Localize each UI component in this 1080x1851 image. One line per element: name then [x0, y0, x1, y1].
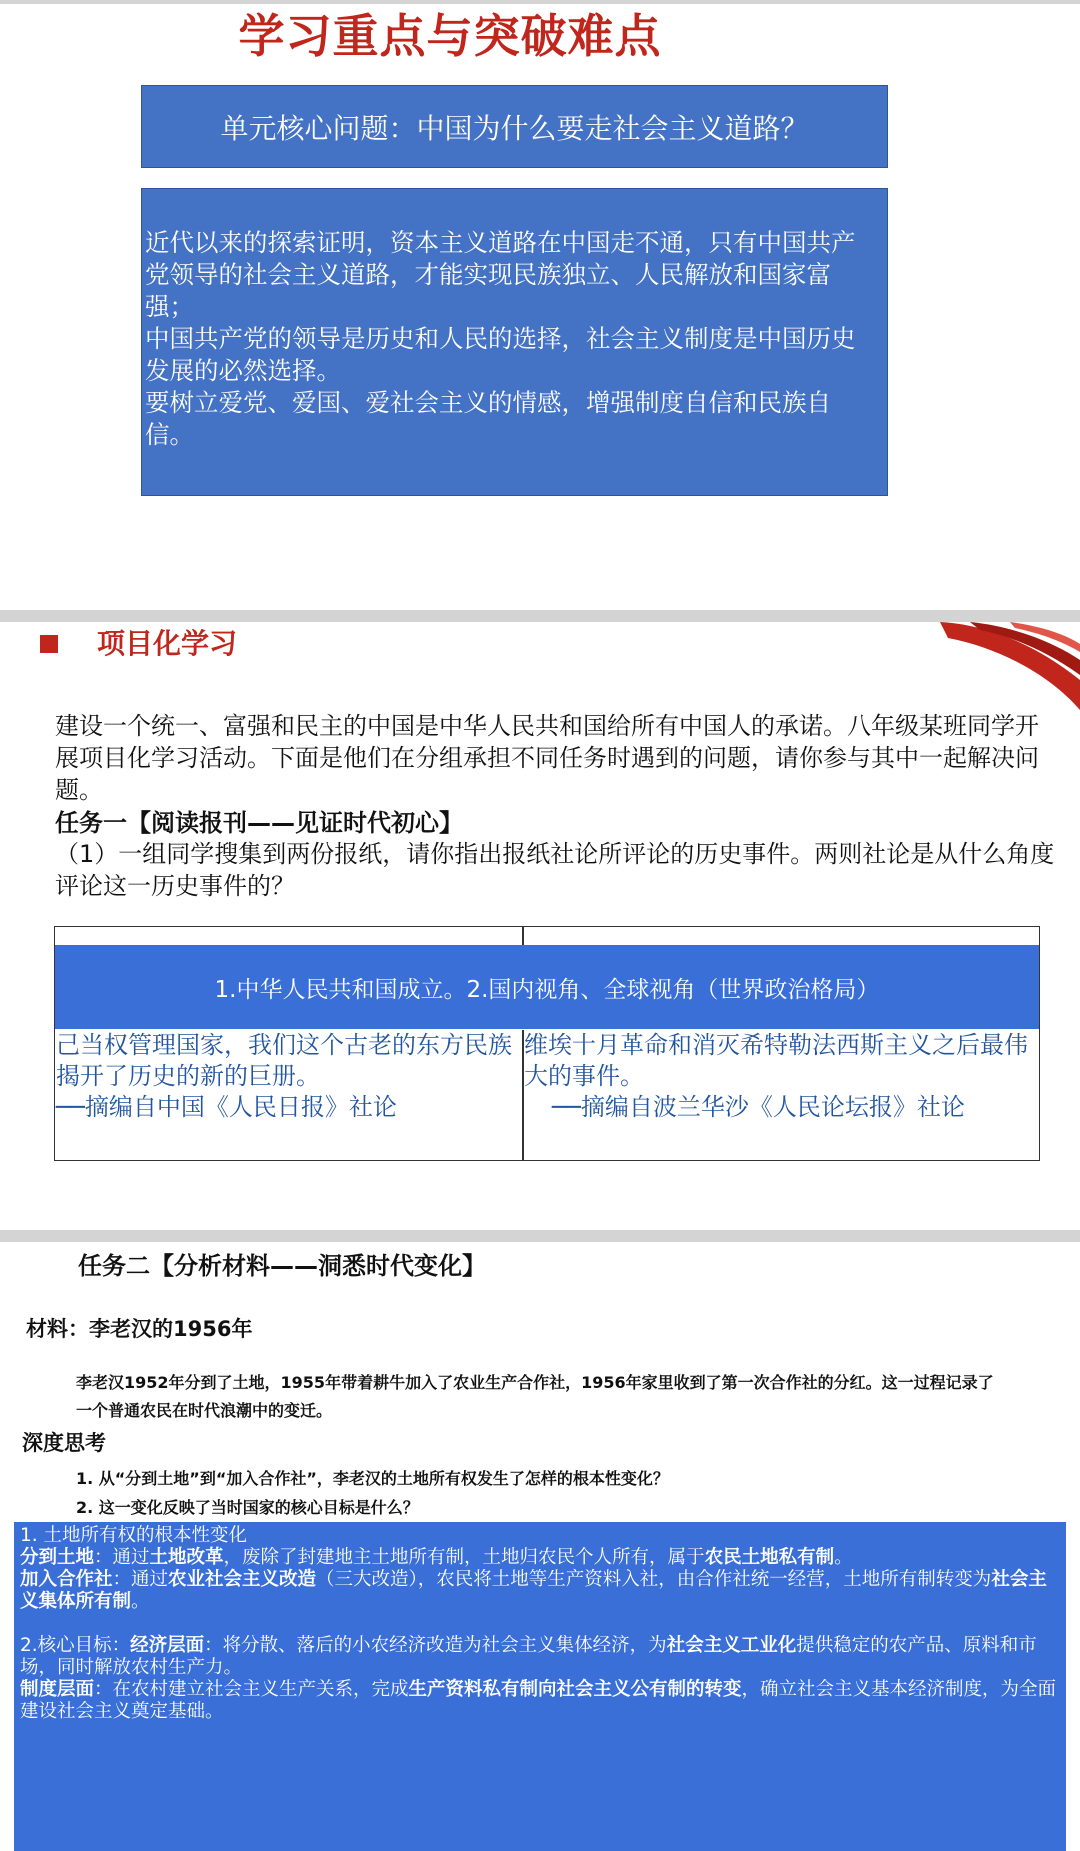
task2-answer-box: [14, 1522, 1066, 1851]
key-point: 要树立爱党、爱国、爱社会主义的情感，增强制度自信和民族自信。: [145, 388, 831, 449]
thinking-question-2: 2. 这一变化反映了当时国家的核心目标是什么？: [76, 1498, 419, 1517]
table-divider: [522, 926, 524, 946]
quote-text: 己当权管理国家，我们这个古老的东方民族揭开了历史的新的巨册。: [56, 1031, 512, 1090]
material-story: 李老汉1952年分到了土地，1955年带着耕牛加入了农业生产合作社，1956年家里收到了第一次合作社的分红。这一过程记录了一个普通农民在时代浪潮中的变迁。: [76, 1373, 994, 1420]
answer-heading: 1. 土地所有权的根本性变化: [20, 1525, 248, 1546]
task1-answer-box: 1.中华人民共和国成立。2.国内视角、全球视角（世界政治格局）: [55, 945, 1039, 1029]
answer-line: 分到土地：通过土地改革，废除了封建地主土地所有制，土地归农民个人所有，属于农民土地私有制。: [20, 1547, 853, 1568]
spacer: [20, 1613, 1060, 1635]
slide-separator: [0, 1230, 1080, 1242]
task1-question: （1）一组同学搜集到两份报纸，请你指出报纸社论所评论的历史事件。两则社论是从什么角度评论这一历史事件的？: [55, 840, 1055, 900]
core-question-box: 单元核心问题：中国为什么要走社会主义道路？: [141, 85, 888, 168]
key-point: 中国共产党的领导是历史和人民的选择，社会主义制度是中国历史发展的必然选择。: [145, 324, 856, 385]
red-ribbon-decoration: [940, 620, 1080, 710]
quote-text: 维埃十月革命和消灭希特勒法西斯主义之后最伟大的事件。: [524, 1031, 1028, 1090]
task2-title: 任务二【分析材料——洞悉时代变化】: [78, 1252, 486, 1280]
deep-thinking-title: 深度思考: [22, 1431, 106, 1455]
key-point: 近代以来的探索证明，资本主义道路在中国走不通，只有中国共产党领导的社会主义道路，才能实现民族独立、人民解放和国家富强；: [145, 228, 856, 321]
section-heading: 项目化学习: [97, 627, 238, 660]
quote-source: ──摘编自中国《人民日报》社论: [56, 1093, 397, 1121]
editorial-quote-left: [56, 1030, 518, 1123]
editorial-quote-right: [524, 1030, 1034, 1123]
answer-line: 2.核心目标：经济层面：将分散、落后的小农经济改造为社会主义集体经济，为社会主义工业化提供稳定的农产品、原料和市场，同时解放农村生产力。: [20, 1635, 1037, 1678]
project-intro: 建设一个统一、富强和民主的中国是中华人民共和国给所有中国人的承诺。八年级某班同学开展项目化学习活动。下面是他们在分组承担不同任务时遇到的问题，请你参与其中一起解决问题。: [55, 712, 1039, 804]
slide1-title: 学习重点与突破难点: [238, 9, 662, 63]
slide-separator: [0, 610, 1080, 622]
answer-line: 制度层面：在农村建立社会主义生产关系，完成生产资料私有制向社会主义公有制的转变，确立社会主义基本经济制度，为全面建设社会主义奠定基础。: [20, 1679, 1057, 1722]
material-title: 材料：李老汉的1956年: [26, 1317, 253, 1341]
task1-title: 任务一【阅读报刊——见证时代初心】: [55, 809, 463, 837]
square-bullet-icon: [40, 635, 58, 653]
answer-line: 加入合作社：通过农业社会主义改造（三大改造），农民将土地等生产资料入社，由合作社统一经营，土地所有制转变为社会主义集体所有制。: [20, 1569, 1047, 1612]
quote-source: ──摘编自波兰华沙《人民论坛报》社论: [552, 1093, 965, 1121]
key-points-box: [141, 188, 888, 496]
top-separator: [0, 0, 1080, 4]
thinking-question-1: 1. 从“分到土地”到“加入合作社”，李老汉的土地所有权发生了怎样的根本性变化？: [76, 1469, 669, 1488]
